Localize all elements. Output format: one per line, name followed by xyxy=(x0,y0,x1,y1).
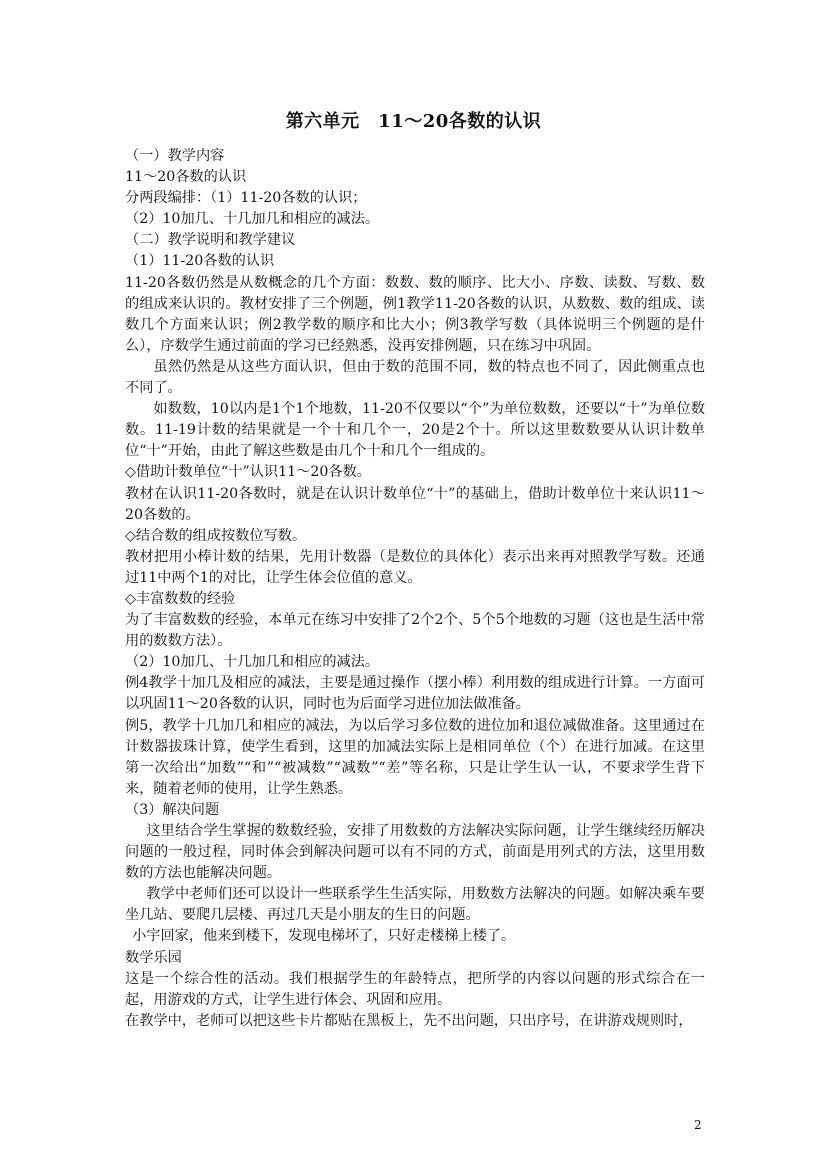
paragraph: 如数数，10以内是1个1个地数，11-20不仅要以“个”为单位数数，还要以“十”为单位数数。11-19计数的结果就是一个十和几个一，20是2个十。所以这里数数要从认识计数单位“十”开始，由此了解这些数是由几个十和几个一组成的。 xyxy=(125,401,705,460)
heading-teaching-content: （一）教学内容 xyxy=(125,148,225,164)
section-heading: 数学乐园 xyxy=(125,949,182,966)
paragraph: 为了丰富数数的经验，本单元在练习中安排了2个2个、5个5个地数的习题（这也是生活中常用的数数方法）。 xyxy=(125,612,705,650)
heading-teaching-notes: （二）教学说明和教学建议 xyxy=(125,232,296,249)
paragraph: （2）10加几、十几加几和相应的减法。 xyxy=(125,211,380,228)
body-text xyxy=(125,146,705,1032)
paragraph: 例5，教学十几加几和相应的减法，为以后学习多位数的进位加和退位减做准备。这里通过在计数器拔珠计算，使学生看到，这里的加减法实际上是相同单位（个）在进行加减。在这里第一次给出“加数”“和”“被减数”“减数”“差”等名称，只是让学生认一认，不要求学生背下来，随着老师的使用，让学生熟悉。 xyxy=(125,717,705,797)
page-number: 2 xyxy=(694,1118,702,1132)
subheading: （2）10加几、十几加几和相应的减法。 xyxy=(125,654,380,671)
paragraph: 11-20各数仍然是从数概念的几个方面：数数、数的顺序、比大小、序数、读数、写数、数的组成来认识的。教材安排了三个例题，例1教学11-20各数的认识，从数数、数的组成、读数几个方面来认识；例2教学数的顺序和比大小；例3教学写数（具体说明三个例题的是什么），序数学生通过前面的学习已经熟悉，没再安排例题，只在练习中巩固。 xyxy=(125,274,705,354)
subheading: （3）解决问题 xyxy=(125,801,220,818)
paragraph: 这是一个综合性的活动。我们根据学生的年龄特点，把所学的内容以问题的形式综合在一起，用游戏的方式，让学生进行体会、巩固和应用。 xyxy=(125,970,705,1008)
paragraph: 分两段编排：（1）11-20各数的认识； xyxy=(125,190,367,207)
paragraph: 例4教学十加几及相应的减法，主要是通过操作（摆小棒）利用数的组成进行计算。一方面可以巩固11～20各数的认识，同时也为后面学习进位加法做准备。 xyxy=(125,675,705,713)
paragraph: 教材在认识11-20各数时，就是在认识计数单位“十”的基础上，借助计数单位十来认识11～20各数的。 xyxy=(125,485,705,523)
paragraph: 在教学中，老师可以把这些卡片都贴在黑板上，先不出问题，只出序号，在讲游戏规则时， xyxy=(125,1012,693,1029)
paragraph: 11～20各数的认识 xyxy=(125,169,247,186)
page-title: 第六单元 11～20各数的认识 xyxy=(285,111,542,132)
bullet-point: ◇借助计数单位“十”认识11～20各数。 xyxy=(125,464,371,481)
subheading: （1）11-20各数的认识 xyxy=(125,253,275,270)
bullet-point: ◇丰富数数的经验 xyxy=(125,590,236,607)
paragraph: 这里结合学生掌握的数数经验，安排了用数数的方法解决实际问题，让学生继续经历解决问题的一般过程，同时体会到解决问题可以有不同的方式，前面是用列式的方法，这里用数数的方法也能解决问题。 xyxy=(125,823,705,882)
paragraph: 教材把用小棒计数的结果，先用计数器（是数位的具体化）表示出来再对照教学写数。还通过11中两个1的对比，让学生体会位值的意义。 xyxy=(125,548,705,586)
paragraph: 教学中老师们还可以设计一些联系学生生活实际，用数数方法解决的问题。如解决乘车要坐几站、要爬几层楼、再过几天是小朋友的生日的问题。 xyxy=(125,886,705,924)
bullet-point: ◇结合数的组成按数位写数。 xyxy=(125,527,307,544)
paragraph: 小宇回家，他来到楼下，发现电梯坏了，只好走楼梯上楼了。 xyxy=(132,928,516,945)
paragraph: 虽然仍然是从这些方面认识，但由于数的范围不同，数的特点也不同了，因此侧重点也不同了。 xyxy=(125,358,705,397)
